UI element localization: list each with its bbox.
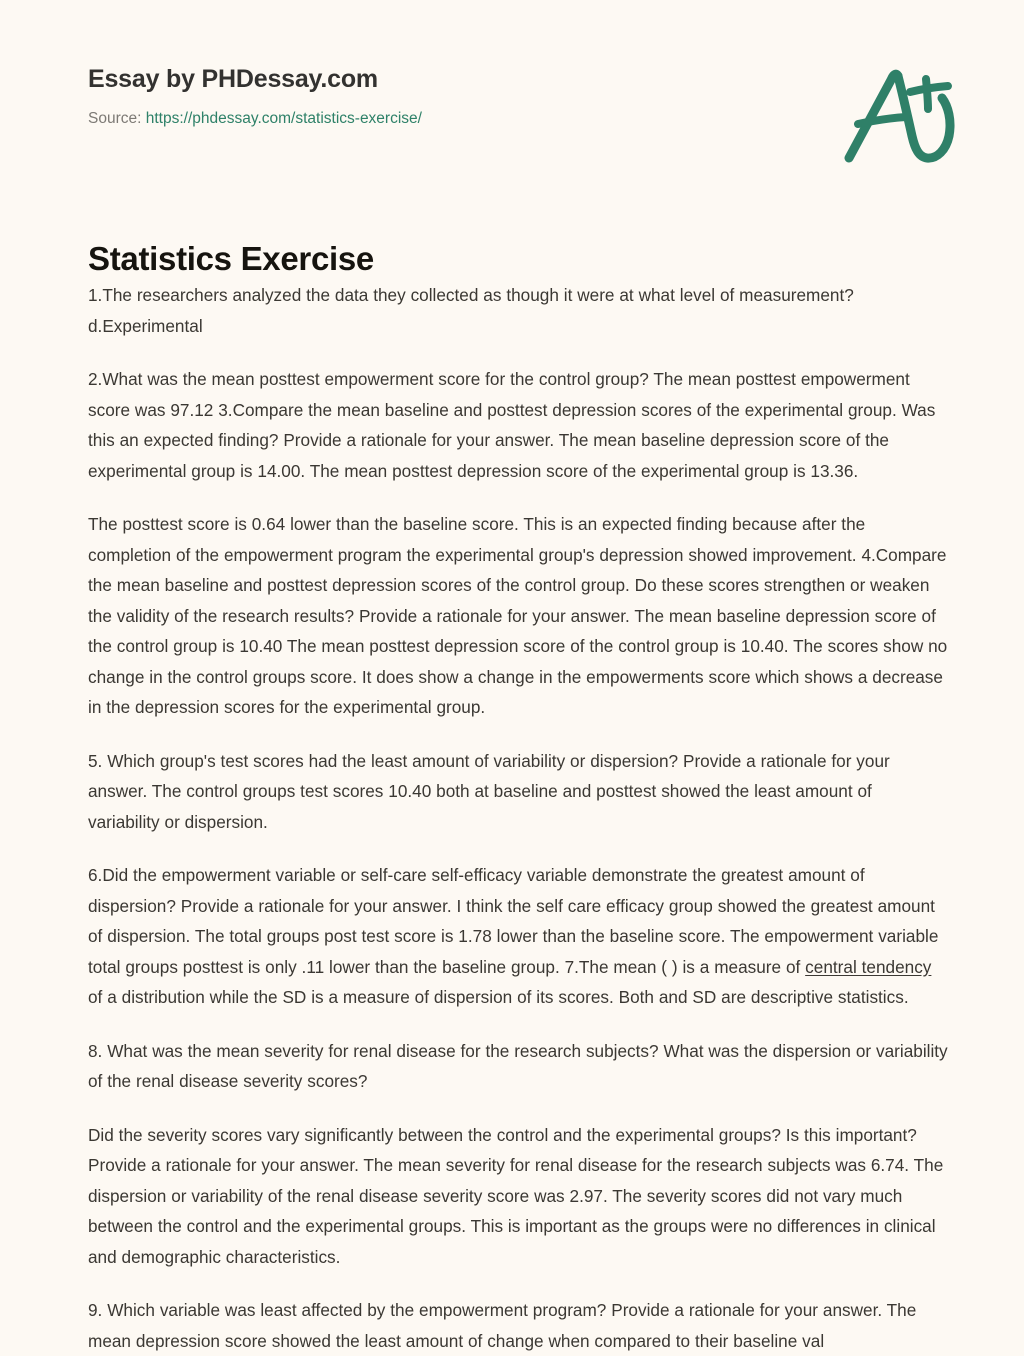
source-line bbox=[88, 110, 422, 129]
page-title: Statistics Exercise bbox=[88, 240, 374, 278]
source-label: Source: bbox=[88, 110, 142, 127]
essay-body bbox=[88, 280, 948, 1356]
paragraph: 8. What was the mean severity for renal disease for the research subjects? What was the dispersion or variability of the renal disease severity scores? bbox=[88, 1040, 948, 1091]
paragraph: 2.What was the mean posttest empowerment score for the control group? The mean posttest empowerment score was 97.12 3.Compare the mean baseline and posttest depression scores of the experimental group. Was this an expected finding? Provide a rationale for your answer. The mean baseline depression score of the experimental group is 14.00. The mean posttest depression score of the experimental group is 13.36. bbox=[88, 369, 936, 481]
source-url-link[interactable]: https://phdessay.com/statistics-exercise/ bbox=[145, 110, 422, 127]
paragraph: The posttest score is 0.64 lower than the baseline score. This is an expected finding because after the completion of the empowerment program the experimental group's depression showed improvement. 4.Compare the mean baseline and posttest depression scores of the control group. Do these scores strengthen or weaken the validity of the research results? Provide a rationale for your answer. The mean baseline depression score of the control group is 10.40 The mean posttest depression score of the control group is 10.40. The scores show no change in the control groups score. It does show a change in the empowerments score which shows a decrease in the depression scores for the experimental group. bbox=[88, 514, 948, 717]
a-plus-logo-icon bbox=[836, 62, 966, 166]
brand-title: Essay by PHDessay.com bbox=[88, 65, 378, 93]
a-plus-logo bbox=[836, 62, 966, 166]
page-header bbox=[0, 0, 1024, 200]
inline-term-link[interactable]: central tendency bbox=[805, 956, 932, 977]
paragraph: 9. Which variable was least affected by the empowerment program? Provide a rationale for your answer. The mean depression score showed the least amount of change when compared to their baseline val bbox=[88, 1300, 917, 1351]
paragraph: 5. Which group's test scores had the least amount of variability or dispersion? Provide a rationale for your answer. The control groups test scores 10.40 both at baseline and posttest showed the least amount of variability or dispersion. bbox=[88, 750, 890, 832]
paragraph: Did the severity scores vary significantly between the control and the experimental groups? Is this important? Provide a rationale for your answer. The mean severity for renal disease for the research subjects was 6.74. The dispersion or variability of the renal disease severity score was 2.97. The severity scores did not vary much between the control and the experimental groups. This is important as the groups were no differences in clinical and demographic characteristics. bbox=[88, 1124, 944, 1267]
paragraph: 1.The researchers analyzed the data they collected as though it were at what level of measurement? d.Experimental bbox=[88, 285, 854, 336]
paragraph: 6.Did the empowerment variable or self-care self-efficacy variable demonstrate the greatest amount of dispersion? Provide a rationale for your answer. I think the self care efficacy group showed the greatest amount of dispersion. The total groups post test score is 1.78 lower than the baseline score. The empowerment variable total groups posttest is only .11 lower than the baseline group. 7.The mean ( ) is a measure of central tendency of a distribution while the SD is a measure of dispersion of its scores. Both and SD are descriptive statistics. bbox=[88, 865, 939, 1007]
header-text-block bbox=[88, 64, 422, 129]
